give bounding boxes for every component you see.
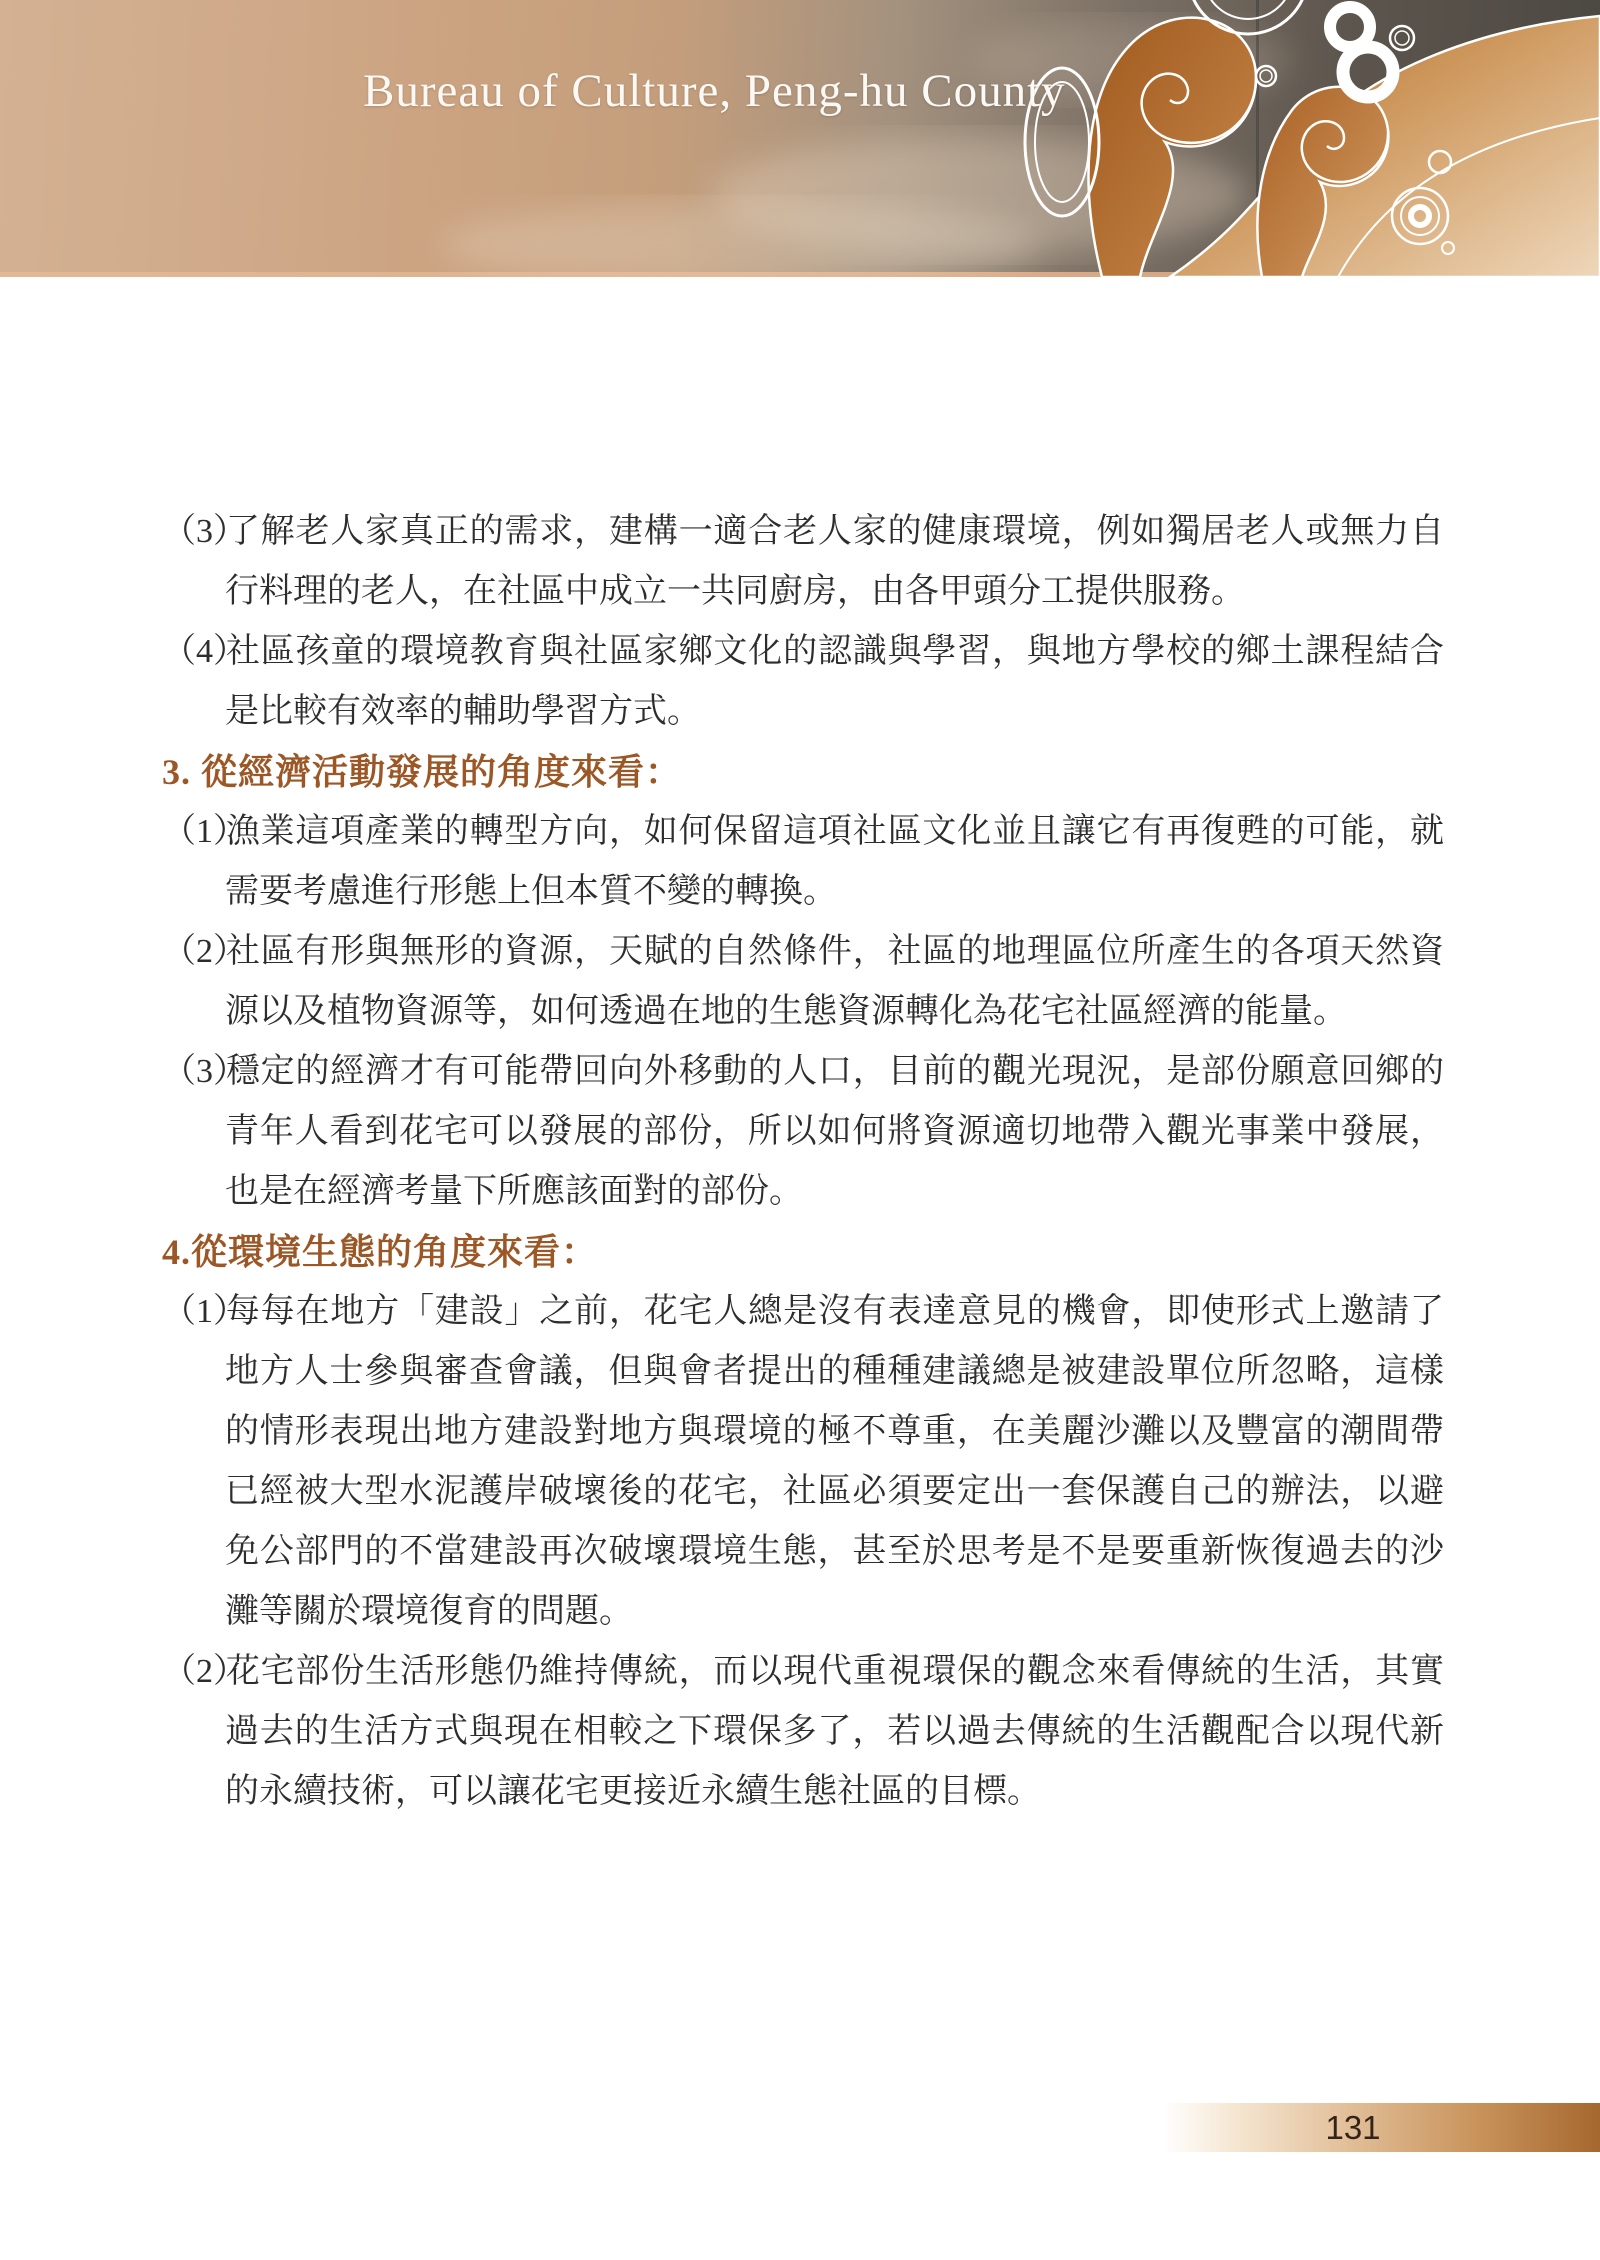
- section-heading: 3. 從經濟活動發展的角度來看：: [162, 752, 683, 792]
- page-number: 131: [1325, 2109, 1381, 2146]
- numbered-paragraph: [162, 1282, 1444, 1642]
- item-marker: （2）: [162, 933, 247, 970]
- item-text: 漁業這項產業的轉型方向，如何保留這項社區文化並且讓它有再復甦的可能，就需要考慮進行形態上但本質不變的轉換。: [225, 813, 1444, 910]
- section-heading: 4.從環境生態的角度來看：: [162, 1232, 599, 1272]
- numbered-paragraph: [162, 922, 1444, 1042]
- item-marker: （3）: [162, 1053, 247, 1090]
- numbered-paragraph: [162, 502, 1444, 622]
- item-marker: （3）: [162, 513, 247, 550]
- item-marker: （1）: [162, 813, 247, 850]
- item-text: 每每在地方「建設」之前，花宅人總是沒有表達意見的機會，即使形式上邀請了地方人士參與審查會議，但與會者提出的種種建議總是被建設單位所忽略，這樣的情形表現出地方建設對地方與環境的極不尊重，在美麗沙灘以及豐富的潮間帶已經被大型水泥護岸破壞後的花宅，社區必須要定出一套保護自己的辦法，以避免公部門的不當建設再次破壞環境生態，甚至於思考是不是要重新恢復過去的沙灘等關於環境復育的問題。: [225, 1293, 1444, 1630]
- page-body: [162, 502, 1444, 1822]
- bureau-title: Bureau of Culture, Peng-hu County: [363, 65, 1066, 117]
- item-text: 社區孩童的環境教育與社區家鄉文化的認識與學習，與地方學校的鄉土課程結合是比較有效率的輔助學習方式。: [225, 633, 1444, 730]
- item-text: 花宅部份生活形態仍維持傳統，而以現代重視環保的觀念來看傳統的生活，其實過去的生活方式與現在相較之下環保多了，若以過去傳統的生活觀配合以現代新的永續技術，可以讓花宅更接近永續生態社區的目標。: [225, 1653, 1444, 1810]
- numbered-paragraph: [162, 1042, 1444, 1222]
- numbered-paragraph: [162, 1642, 1444, 1822]
- item-marker: （4）: [162, 633, 247, 670]
- numbered-paragraph: [162, 802, 1444, 922]
- numbered-paragraph: [162, 622, 1444, 742]
- item-marker: （2）: [162, 1653, 247, 1690]
- item-text: 穩定的經濟才有可能帶回向外移動的人口，目前的觀光現況，是部份願意回鄉的青年人看到花宅可以發展的部份，所以如何將資源適切地帶入觀光事業中發展，也是在經濟考量下所應該面對的部份。: [225, 1053, 1444, 1210]
- item-marker: （1）: [162, 1293, 247, 1330]
- item-text: 了解老人家真正的需求，建構一適合老人家的健康環境，例如獨居老人或無力自行料理的老人，在社區中成立一共同廚房，由各甲頭分工提供服務。: [225, 513, 1444, 610]
- header-ornaments: [0, 0, 1600, 277]
- header-banner: [0, 0, 1600, 277]
- item-text: 社區有形與無形的資源，天賦的自然條件，社區的地理區位所產生的各項天然資源以及植物資源等，如何透過在地的生態資源轉化為花宅社區經濟的能量。: [225, 933, 1444, 1030]
- footer-gradient-bar: [1163, 2103, 1600, 2152]
